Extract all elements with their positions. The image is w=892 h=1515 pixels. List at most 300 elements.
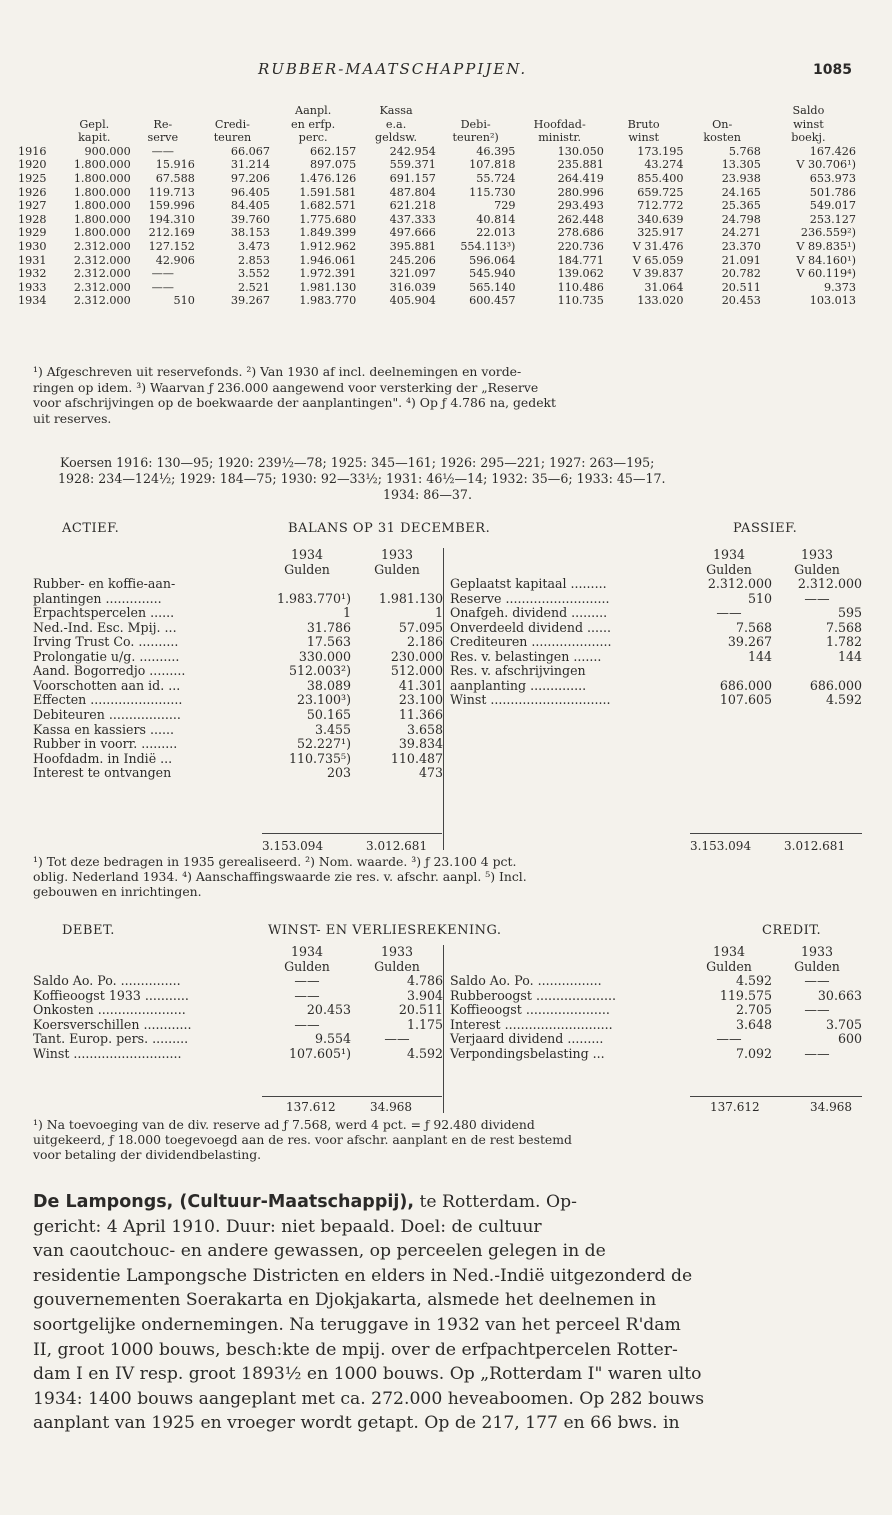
passief-total-1933: 3.012.681 (784, 839, 846, 853)
stats-cell: 5.768 (728, 144, 761, 158)
stats-cell: 38.153 (230, 226, 271, 240)
passief-spacer (450, 548, 686, 563)
stats-cell: 22.013 (476, 226, 516, 240)
stats-cell: 20.511 (721, 280, 761, 294)
stats-header-cell: Bruto (627, 117, 660, 131)
stats-year-cell: 1920 (18, 158, 47, 172)
credit-value-1933: —— (804, 1002, 830, 1018)
stats-cell: 262.448 (557, 212, 604, 226)
passief-label: Res. v. afschrijvingen (450, 663, 586, 679)
winst-right-title: CREDIT. (762, 923, 822, 938)
stats-cell: 501.786 (809, 185, 856, 199)
stats-header-cell: kosten (703, 131, 741, 145)
stats-header-cell: geldsw. (375, 131, 418, 145)
stats-cell: 24.798 (721, 212, 761, 226)
stats-header-cell: kapit. (78, 131, 111, 145)
stats-header-cell (18, 104, 58, 118)
actief-value-1933: 1 (434, 605, 443, 621)
debet-value-1934: 107.605¹) (288, 1045, 351, 1061)
passief-value-1933: 1.782 (825, 634, 862, 650)
footnote-line: voor afschrijvingen op de boekwaarde der aanplantingen". ⁴) Op ƒ 4.786 na, gedekt (33, 395, 557, 410)
passief-value-1934: —— (716, 605, 742, 621)
stats-row (18, 294, 856, 308)
debet-spacer (33, 945, 263, 960)
credit-year: 1934 (712, 944, 746, 959)
stats-cell: 1.682.571 (299, 199, 357, 213)
actief-year: 1934 (290, 547, 324, 562)
actief-total-1934: 3.153.094 (262, 839, 324, 853)
passief-value-1934: 7.568 (735, 619, 772, 635)
credit-row (450, 1018, 862, 1033)
credit-row (450, 974, 862, 989)
actief-row (33, 606, 443, 621)
actief-spacer (33, 563, 263, 578)
debet-row (33, 989, 443, 1004)
debet-row (33, 1003, 443, 1018)
stats-cell: 173.195 (637, 144, 684, 158)
stats-year-cell: 1934 (18, 294, 47, 308)
credit-spacer (450, 960, 686, 975)
actief-value-1934 (263, 577, 351, 592)
debet-label: Koersverschillen ............ (33, 1016, 192, 1032)
actief-total-1933: 3.012.681 (366, 839, 428, 853)
stats-cell: 3.473 (238, 239, 271, 253)
credit-value-1934: 119.575 (719, 987, 772, 1003)
stats-cell: —— (151, 144, 174, 158)
stats-cell: 653.973 (809, 171, 856, 185)
passief-total-1934: 3.153.094 (690, 839, 752, 853)
company-text-line: residentie Lampongsche Districten en elders in Ned.-Indië uitgezonderd de (33, 1265, 693, 1286)
actief-value-1934: 38.089 (306, 677, 351, 693)
stats-cell: 96.405 (230, 185, 271, 199)
stats-cell: 2.312.000 (73, 253, 131, 267)
footnote-line: ¹) Na toevoeging van de div. reserve ad ƒ 7.568, werd 4 pct. = ƒ 92.480 dividend (33, 1117, 535, 1132)
stats-year-cell: 1916 (18, 144, 47, 158)
stats-header-cell (436, 104, 516, 118)
stats-cell: 1.476.126 (299, 171, 357, 185)
actief-value-1934: 17.563 (306, 634, 351, 650)
debet-year: 1934 (290, 944, 324, 959)
stats-row (18, 213, 856, 227)
stats-header-cell: ministr. (538, 131, 582, 145)
stats-cell: 115.730 (469, 185, 516, 199)
actief-value-1933: 512.000 (390, 663, 443, 679)
credit-row (450, 1032, 862, 1047)
actief-label: Erpachtspercelen ...... (33, 605, 175, 621)
passief-value-1933: 2.312.000 (797, 576, 862, 592)
passief-value-1934: 39.267 (727, 634, 772, 650)
stats-cell: 1.800.000 (73, 185, 131, 199)
stats-header-cell (131, 104, 195, 118)
quote-line: Koersen 1916: 130—95; 1920: 239½—78; 1925: 345—161; 1926: 295—221; 1927: 263—195; (60, 455, 655, 470)
stats-row (18, 199, 856, 213)
stats-cell: 103.013 (809, 294, 856, 308)
stats-header-cell: e.a. (385, 117, 407, 131)
balans-right-title: PASSIEF. (733, 521, 798, 536)
footnote-line: oblig. Nederland 1934. ⁴) Aanschaffingswaarde zie res. v. afschr. aanpl. ⁵) Incl. (33, 869, 527, 884)
debet-label: Koffieoogst 1933 ........... (33, 987, 189, 1003)
passief-row (450, 664, 862, 679)
credit-unit: Gulden (706, 958, 752, 974)
stats-cell: 20.782 (721, 267, 761, 281)
stats-cell: V 65.059 (632, 253, 684, 267)
actief-label: Voorschotten aan id. ... (33, 677, 181, 693)
stats-cell: 9.373 (823, 280, 856, 294)
passief-value-1934: 686.000 (719, 677, 772, 693)
debet-value-1933: —— (384, 1031, 410, 1047)
stats-year-cell: 1925 (18, 171, 47, 185)
quote-line: 1928: 234—124½; 1929: 184—75; 1930: 92—33½; 1931: 46½—14; 1932: 35—6; 1933: 45—17. (58, 471, 666, 486)
stats-cell: 167.426 (809, 144, 856, 158)
stats-cell: 659.725 (637, 185, 684, 199)
stats-cell: V 89.835¹) (796, 239, 856, 253)
debet-spacer (33, 960, 263, 975)
stats-header-cell: teuren (213, 131, 252, 145)
actief-label: Kassa en kassiers ...... (33, 721, 174, 737)
footnote-line: uitgekeerd, ƒ 18.000 toegevoegd aan de res. voor afschr. aanplant en de rest bestemd (33, 1132, 572, 1147)
actief-row (33, 737, 443, 752)
actief-row (33, 693, 443, 708)
passief-row (450, 621, 862, 636)
stats-row (18, 267, 856, 281)
winst-title: WINST- EN VERLIESREKENING. (268, 923, 502, 938)
passief-row (450, 635, 862, 650)
passief-table (450, 548, 862, 708)
company-text-line: soortgelijke ondernemingen. Na teruggave in 1932 van het perceel R'dam (33, 1314, 681, 1335)
stats-header-cell: Credi- (214, 117, 250, 131)
winst-divider (443, 945, 444, 1113)
stats-cell: 1.591.581 (299, 185, 357, 199)
stats-row (18, 186, 856, 200)
stats-cell: 691.157 (389, 171, 436, 185)
stats-header-cell (195, 104, 270, 118)
actief-row (33, 708, 443, 723)
stats-header-cell: Kassa (379, 104, 413, 117)
stats-cell: 712.772 (637, 199, 684, 213)
passief-label: Winst .............................. (450, 692, 611, 708)
stats-cell: V 30.706¹) (796, 158, 856, 172)
stats-cell: 554.113³) (460, 239, 516, 253)
stats-cell: 245.206 (389, 253, 436, 267)
stats-cell: 46.395 (476, 144, 516, 158)
passief-row (450, 693, 862, 708)
credit-value-1934: 4.592 (735, 973, 772, 989)
stats-cell: V 39.837 (632, 267, 684, 281)
stats-cell: 1.775.680 (299, 212, 357, 226)
footnote-line: gebouwen en inrichtingen. (33, 884, 202, 899)
debet-value-1934: —— (294, 973, 320, 989)
stats-row (18, 226, 856, 240)
stats-header-cell (604, 104, 684, 118)
credit-value-1934: 2.705 (735, 1002, 772, 1018)
stats-cell: 565.140 (469, 280, 516, 294)
actief-value-1934: 1 (342, 605, 351, 621)
credit-table (450, 945, 862, 1061)
stats-header-cell (18, 118, 58, 132)
stats-cell: 24.165 (721, 185, 761, 199)
credit-label: Interest ........................... (450, 1016, 613, 1032)
stats-cell: 1.800.000 (73, 199, 131, 213)
credit-row (450, 989, 862, 1004)
stats-cell: 497.666 (389, 226, 436, 240)
actief-value-1934: 1.983.770¹) (276, 590, 351, 606)
actief-label: Irving Trust Co. .......... (33, 634, 179, 650)
page-number: 1085 (813, 62, 852, 78)
stats-cell: 110.486 (557, 280, 604, 294)
passief-value-1933: 595 (837, 605, 862, 621)
passief-label: Crediteuren .................... (450, 634, 612, 650)
company-description (33, 1190, 867, 1436)
actief-row (33, 766, 443, 781)
stats-cell: 264.419 (557, 171, 604, 185)
passief-row (450, 592, 862, 607)
stats-row (18, 145, 856, 159)
stats-cell: 1.946.061 (299, 253, 357, 267)
stats-cell: 133.020 (637, 294, 684, 308)
stats-cell: —— (151, 280, 174, 294)
actief-label: Effecten ....................... (33, 692, 183, 708)
credit-row (450, 1047, 862, 1062)
credit-value-1933: 600 (837, 1031, 862, 1047)
stats-header-cell (58, 104, 131, 118)
passief-label: Res. v. belastingen ....... (450, 648, 602, 664)
stats-cell: 15.916 (155, 158, 195, 172)
stats-cell: 559.371 (389, 158, 436, 172)
stats-cell: 55.724 (476, 171, 516, 185)
credit-label: Rubberoogst .................... (450, 987, 617, 1003)
passief-label: Reserve .......................... (450, 590, 610, 606)
passief-row (450, 606, 862, 621)
stats-cell: 110.735 (557, 294, 604, 308)
stats-row (18, 158, 856, 172)
stats-cell: 897.075 (309, 158, 357, 172)
stats-cell: 510 (173, 294, 195, 308)
actief-value-1933: 1.981.130 (378, 590, 443, 606)
actief-label: Rubber in voorr. ......... (33, 736, 178, 752)
stats-cell: 107.818 (469, 158, 516, 172)
company-seat: te Rotterdam. Op- (414, 1192, 577, 1212)
debet-row (33, 1032, 443, 1047)
balans-right-rule (690, 833, 862, 834)
passief-year: 1934 (712, 547, 746, 562)
stats-cell: —— (151, 267, 174, 281)
stats-header-row (18, 131, 856, 145)
stats-cell: 395.881 (389, 239, 436, 253)
stats-year-cell: 1926 (18, 185, 47, 199)
stats-header-cell: Saldo (792, 104, 825, 117)
stats-cell: 236.559²) (800, 226, 856, 240)
stats-header-cell (683, 104, 760, 118)
stats-header-cell: winst (793, 117, 824, 131)
debet-year-row (33, 945, 443, 960)
stats-year-cell: 1927 (18, 199, 47, 213)
passief-value-1933 (772, 664, 862, 679)
passief-value-1933: 686.000 (809, 677, 862, 693)
stats-cell: 139.062 (557, 267, 604, 281)
passief-unit: Gulden (794, 561, 840, 577)
stats-cell: 1.800.000 (73, 226, 131, 240)
actief-value-1933 (351, 577, 443, 592)
passief-year: 1933 (800, 547, 834, 562)
stats-row (18, 281, 856, 295)
footnote-line: uit reserves. (33, 410, 112, 426)
stats-cell: 220.736 (557, 239, 604, 253)
stats-cell: 280.996 (557, 185, 604, 199)
stats-cell: 2.521 (238, 280, 271, 294)
company-text-line: II, groot 1000 bouws, besch:kte de mpij. over de erfpachtpercelen Rotter- (33, 1339, 678, 1360)
credit-total-1933: 34.968 (810, 1100, 852, 1114)
winst-right-rule (690, 1096, 862, 1097)
actief-row (33, 664, 443, 679)
stats-cell: 487.804 (389, 185, 436, 199)
actief-value-1934: 31.786 (306, 619, 351, 635)
actief-row (33, 635, 443, 650)
passief-value-1933: 144 (837, 648, 862, 664)
debet-total-1934: 137.612 (286, 1100, 336, 1114)
company-text-line: 1934: 1400 bouws aangeplant met ca. 272.000 heveaboomen. Op 282 bouws (33, 1388, 705, 1409)
credit-value-1934: —— (716, 1031, 742, 1047)
stats-cell: 1.983.770 (299, 294, 357, 308)
actief-row (33, 577, 443, 592)
stats-cell: 97.206 (230, 171, 271, 185)
stats-cell: 42.906 (155, 253, 195, 267)
actief-value-1933: 3.658 (406, 721, 443, 737)
passief-value-1933: —— (804, 590, 830, 606)
company-line-0 (33, 1190, 867, 1215)
actief-value-1934: 52.227¹) (296, 736, 351, 752)
credit-label: Koffieoogst ..................... (450, 1002, 610, 1018)
company-text-line: van caoutchouc- en andere gewassen, op perceelen gelegen in de (33, 1241, 606, 1262)
actief-year-row (33, 548, 443, 563)
passief-row (450, 650, 862, 665)
passief-row (450, 577, 862, 592)
company-name: De Lampongs, (Cultuur-Maatschappij), (33, 1192, 415, 1212)
debet-label: Winst ........................... (33, 1045, 182, 1061)
passief-value-1934: 2.312.000 (707, 576, 772, 592)
passief-unit: Gulden (706, 561, 752, 577)
actief-row (33, 752, 443, 767)
debet-year: 1933 (380, 944, 414, 959)
debet-value-1933: 20.511 (398, 1002, 443, 1018)
stats-cell: 242.954 (389, 144, 436, 158)
stats-cell: 39.760 (230, 212, 271, 226)
actief-unit-row (33, 563, 443, 578)
debet-total-1933: 34.968 (370, 1100, 412, 1114)
stats-cell: 24.271 (721, 226, 761, 240)
stats-cell: 2.312.000 (73, 267, 131, 281)
stats-cell: 662.157 (309, 144, 357, 158)
stats-cell: 119.713 (148, 185, 195, 199)
credit-value-1933: —— (804, 1045, 830, 1061)
stats-cell: 130.050 (557, 144, 604, 158)
stats-row (18, 254, 856, 268)
stats-cell: 545.940 (469, 267, 516, 281)
actief-value-1933: 57.095 (398, 619, 443, 635)
passief-row (450, 679, 862, 694)
stats-header-cell: Re- (153, 117, 173, 131)
stats-cell: 1.849.399 (299, 226, 357, 240)
stats-cell: 621.218 (389, 199, 436, 213)
debet-row (33, 974, 443, 989)
actief-value-1933: 110.487 (390, 750, 443, 766)
credit-year-row (450, 945, 862, 960)
actief-value-1933: 230.000 (390, 648, 443, 664)
stats-cell: 437.333 (389, 212, 436, 226)
balans-left-rule (262, 833, 442, 834)
stats-row (18, 172, 856, 186)
running-head: RUBBER-MAATSCHAPPIJEN. (258, 60, 528, 78)
debet-table (33, 945, 443, 1061)
stats-cell: 1.800.000 (73, 158, 131, 172)
credit-value-1933: 3.705 (825, 1016, 862, 1032)
quote-line: 1934: 86—37. (383, 487, 472, 502)
footnote-line: ¹) Tot deze bedragen in 1935 gerealiseerd. ²) Nom. waarde. ³) ƒ 23.100 4 pct. (33, 854, 517, 869)
passief-label: aanplanting .............. (450, 677, 587, 693)
stats-cell: 729 (494, 199, 516, 213)
actief-value-1934: 23.100³) (296, 692, 351, 708)
actief-unit: Gulden (284, 561, 330, 577)
stats-cell: 31.214 (230, 158, 271, 172)
stats-cell: 1.972.391 (299, 267, 357, 281)
stats-header-cell (515, 104, 603, 118)
debet-label: Tant. Europ. pers. ......... (33, 1031, 189, 1047)
credit-label: Verpondingsbelasting ... (450, 1045, 605, 1061)
stats-cell: 405.904 (389, 294, 436, 308)
actief-value-1934: 50.165 (306, 707, 351, 723)
stats-cell: 2.312.000 (73, 280, 131, 294)
actief-spacer (33, 548, 263, 563)
stats-cell: 2.312.000 (73, 294, 131, 308)
credit-value-1934: 3.648 (735, 1016, 772, 1032)
stats-header-cell: On- (712, 117, 733, 131)
actief-label: plantingen .............. (33, 590, 162, 606)
stats-header-cell: Gepl. (79, 117, 110, 131)
stats-cell: 253.127 (809, 212, 856, 226)
stats-cell: 321.097 (389, 267, 436, 281)
actief-value-1934: 512.003²) (288, 663, 351, 679)
stats-cell: 316.039 (389, 280, 436, 294)
passief-value-1933: 4.592 (825, 692, 862, 708)
stats-year-cell: 1932 (18, 267, 47, 281)
actief-value-1933: 23.100 (398, 692, 443, 708)
debet-value-1934: 9.554 (314, 1031, 351, 1047)
debet-label: Onkosten ...................... (33, 1002, 186, 1018)
stats-header-cell: teuren²) (452, 131, 499, 145)
company-text-line: dam I en IV resp. groot 1893½ en 1000 bouws. Op „Rotterdam I" waren ulto (33, 1364, 702, 1385)
stats-header-cell: Aanpl. (295, 104, 332, 117)
actief-unit: Gulden (374, 561, 420, 577)
credit-unit: Gulden (794, 958, 840, 974)
credit-year: 1933 (800, 944, 834, 959)
debet-label: Saldo Ao. Po. ............... (33, 973, 181, 989)
stats-cell: 66.067 (230, 144, 271, 158)
stats-cell: 2.312.000 (73, 239, 131, 253)
actief-row (33, 592, 443, 607)
stats-year-cell: 1928 (18, 212, 47, 226)
debet-unit: Gulden (374, 958, 420, 974)
stats-cell: 20.453 (721, 294, 761, 308)
stats-cell: 340.639 (637, 212, 684, 226)
company-text-line: aanplant van 1925 en vroeger wordt getapt. Op de 217, 177 en 66 bws. in (33, 1413, 680, 1434)
stats-cell: 1.800.000 (73, 171, 131, 185)
stats-cell: V 60.119⁴) (796, 267, 856, 281)
stats-cell: 194.310 (148, 212, 195, 226)
debet-value-1934: —— (294, 987, 320, 1003)
passief-label: Onverdeeld dividend ...... (450, 619, 612, 635)
credit-row (450, 1003, 862, 1018)
stats-cell: 39.267 (230, 294, 271, 308)
stats-cell: 84.405 (230, 199, 271, 213)
